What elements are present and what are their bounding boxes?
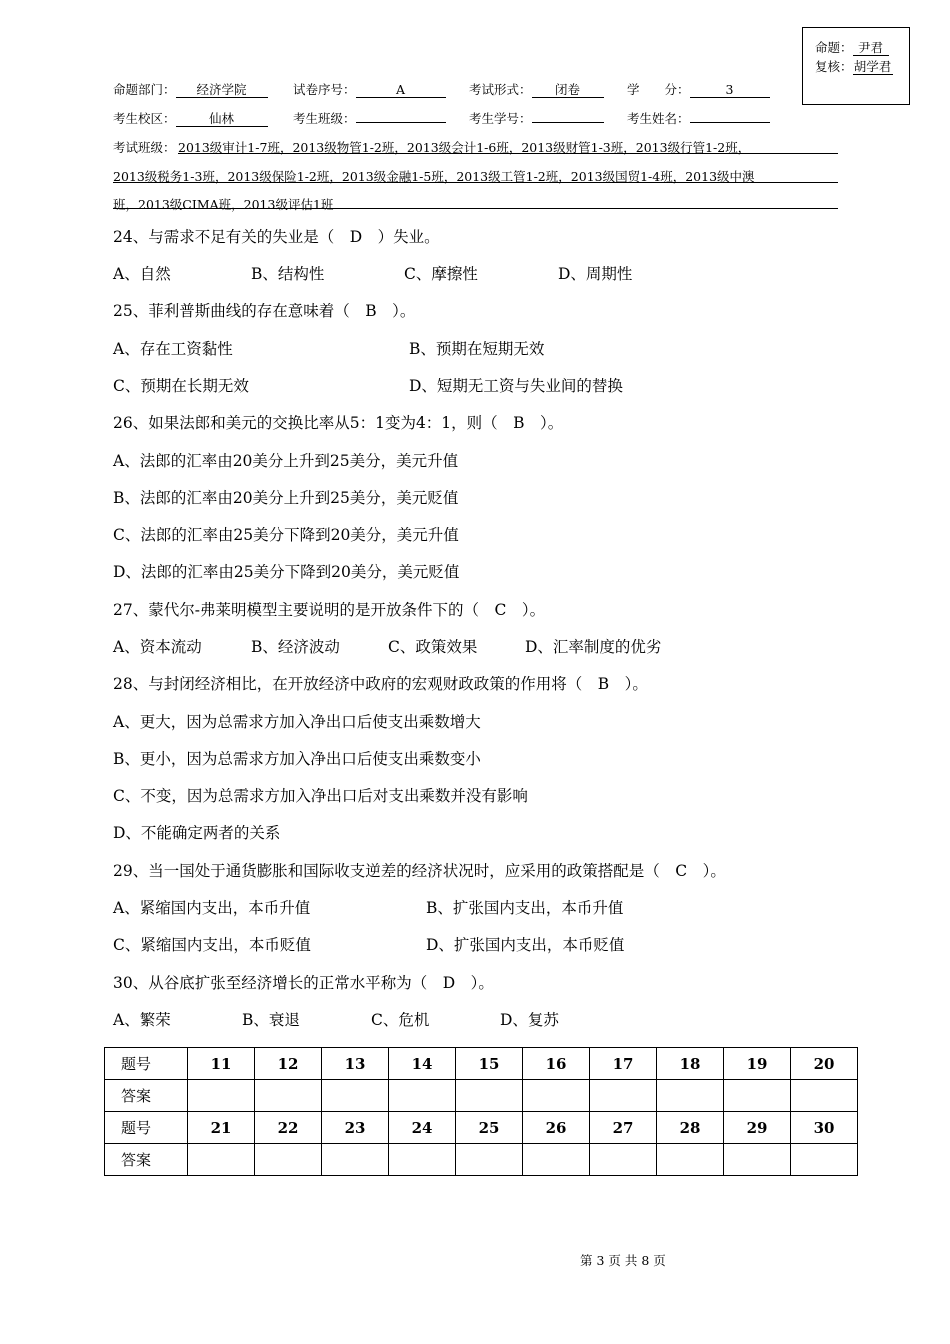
dept-field (113, 80, 268, 98)
question-no-header: 题号 (105, 1112, 188, 1144)
question-no-cell: 22 (255, 1112, 322, 1144)
q27-option-a: A、资本流动 (113, 638, 202, 656)
q29-option-b: B、扩张国内支出，本币升值 (426, 899, 624, 917)
paper-no-label: 试卷序号： (293, 82, 356, 97)
question-no-cell: 17 (590, 1048, 657, 1080)
paper-no-value: A (356, 82, 446, 98)
answer-cell[interactable] (791, 1080, 858, 1112)
q28-option-a: A、更大，因为总需求方加入净出口后使支出乘数增大 (113, 713, 481, 731)
credit-value: 3 (690, 82, 770, 98)
credit-field (627, 80, 770, 98)
q30-option-a: A、繁荣 (113, 1011, 171, 1029)
question-no-cell: 11 (188, 1048, 255, 1080)
paper-no-field (293, 80, 446, 98)
q26-option-c: C、法郎的汇率由25美分下降到20美分，美元升值 (113, 526, 459, 544)
q27-option-b: B、经济波动 (251, 638, 340, 656)
q29-option-c: C、紧缩国内支出，本币贬值 (113, 936, 311, 954)
author-value: 尹君 (853, 40, 889, 56)
question-no-cell: 24 (389, 1112, 456, 1144)
student-no-field (469, 109, 604, 127)
q25-option-c: C、预期在长期无效 (113, 377, 249, 395)
q25-option-a: A、存在工资黏性 (113, 340, 233, 358)
q28-option-b: B、更小，因为总需求方加入净出口后使支出乘数变小 (113, 750, 481, 768)
question-no-cell: 18 (657, 1048, 724, 1080)
answer-cell[interactable] (389, 1080, 456, 1112)
answer-cell[interactable] (523, 1144, 590, 1176)
reviewer-label: 复核： (815, 59, 853, 74)
answer-cell[interactable] (456, 1080, 523, 1112)
question-no-cell: 26 (523, 1112, 590, 1144)
author-line (815, 38, 889, 56)
table-row (105, 1048, 858, 1080)
q24-option-d: D、周期性 (558, 265, 633, 283)
question-no-cell: 12 (255, 1048, 322, 1080)
question-no-cell: 21 (188, 1112, 255, 1144)
q25-stem: 25、菲利普斯曲线的存在意味着（ B ）。 (113, 302, 416, 320)
answer-cell[interactable] (389, 1144, 456, 1176)
question-no-cell: 19 (724, 1048, 791, 1080)
question-no-cell: 15 (456, 1048, 523, 1080)
q30-option-d: D、复苏 (500, 1011, 559, 1029)
table-row (105, 1080, 858, 1112)
class-field (293, 109, 446, 127)
answer-cell[interactable] (255, 1080, 322, 1112)
q27-option-d: D、汇率制度的优劣 (525, 638, 662, 656)
student-no-blank[interactable] (532, 122, 604, 123)
reviewer-line (815, 57, 893, 75)
exam-classes-line1: 2013级审计1-7班，2013级物管1-2班，2013级会计1-6班，2013级财管1-3班，2013级行管1-2班， (178, 140, 751, 155)
q28-option-c: C、不变，因为总需求方加入净出口后对支出乘数并没有影响 (113, 787, 528, 805)
q29-option-d: D、扩张国内支出，本币贬值 (426, 936, 625, 954)
q27-option-c: C、政策效果 (388, 638, 478, 656)
class-blank[interactable] (356, 122, 446, 123)
question-no-header: 题号 (105, 1048, 188, 1080)
exam-form-field (469, 80, 604, 98)
answer-cell[interactable] (724, 1144, 791, 1176)
answer-cell[interactable] (657, 1144, 724, 1176)
answer-header: 答案 (105, 1080, 188, 1112)
question-no-cell: 20 (791, 1048, 858, 1080)
exam-form-value: 闭卷 (532, 82, 604, 98)
answer-cell[interactable] (255, 1144, 322, 1176)
question-no-cell: 30 (791, 1112, 858, 1144)
answer-cell[interactable] (523, 1080, 590, 1112)
answer-table (104, 1047, 858, 1176)
reviewer-value: 胡学君 (853, 59, 892, 74)
question-no-cell: 28 (657, 1112, 724, 1144)
answer-cell[interactable] (657, 1080, 724, 1112)
underline-1 (178, 153, 838, 154)
dept-value: 经济学院 (176, 82, 268, 98)
q28-option-d: D、不能确定两者的关系 (113, 824, 281, 842)
q25-option-b: B、预期在短期无效 (409, 340, 545, 358)
q26-option-d: D、法郎的汇率由25美分下降到20美分，美元贬值 (113, 563, 460, 581)
q25-option-d: D、短期无工资与失业间的替换 (409, 377, 623, 395)
campus-field (113, 109, 268, 127)
student-no-label: 考生学号： (469, 111, 532, 126)
q30-option-c: C、危机 (371, 1011, 430, 1029)
answer-cell[interactable] (590, 1080, 657, 1112)
answer-cell[interactable] (322, 1080, 389, 1112)
answer-cell[interactable] (724, 1080, 791, 1112)
question-no-cell: 14 (389, 1048, 456, 1080)
q24-option-a: A、自然 (113, 265, 171, 283)
answer-header: 答案 (105, 1144, 188, 1176)
answer-cell[interactable] (188, 1144, 255, 1176)
q24-stem: 24、与需求不足有关的失业是（ D ）失业。 (113, 228, 440, 246)
campus-value: 仙林 (176, 111, 268, 127)
name-label: 考生姓名： (627, 111, 690, 126)
q24-option-b: B、结构性 (251, 265, 325, 283)
q30-stem: 30、从谷底扩张至经济增长的正常水平称为（ D ）。 (113, 974, 494, 992)
campus-label: 考生校区： (113, 111, 176, 126)
question-no-cell: 27 (590, 1112, 657, 1144)
answer-cell[interactable] (322, 1144, 389, 1176)
q27-stem: 27、蒙代尔-弗莱明模型主要说明的是开放条件下的（ C ）。 (113, 601, 546, 619)
answer-cell[interactable] (590, 1144, 657, 1176)
exam-classes-line2: 2013级税务1-3班，2013级保险1-2班，2013级金融1-5班，2013级工管1-2班，2013级国贸1-4班，2013级中澳 (113, 169, 755, 184)
name-blank[interactable] (690, 122, 770, 123)
q26-option-b: B、法郎的汇率由20美分上升到25美分，美元贬值 (113, 489, 459, 507)
underline-2 (113, 182, 838, 183)
question-no-cell: 23 (322, 1112, 389, 1144)
name-field (627, 109, 770, 127)
exam-classes-label: 考试班级： (113, 140, 176, 155)
underline-3 (113, 208, 838, 209)
q26-option-a: A、法郎的汇率由20美分上升到25美分，美元升值 (113, 452, 459, 470)
answer-cell[interactable] (791, 1144, 858, 1176)
q29-stem: 29、当一国处于通货膨胀和国际收支逆差的经济状况时，应采用的政策搭配是（ C ）。 (113, 862, 726, 880)
q28-stem: 28、与封闭经济相比，在开放经济中政府的宏观财政政策的作用将（ B ）。 (113, 675, 648, 693)
q24-option-c: C、摩擦性 (404, 265, 478, 283)
answer-cell[interactable] (456, 1144, 523, 1176)
question-no-cell: 25 (456, 1112, 523, 1144)
exam-form-label: 考试形式： (469, 82, 532, 97)
page-number: 第 3 页 共 8 页 (580, 1253, 666, 1268)
author-label: 命题： (815, 40, 853, 55)
table-row (105, 1112, 858, 1144)
exam-classes-line3: 班，2013级CIMA班，2013级评估1班 (113, 197, 334, 212)
q29-option-a: A、紧缩国内支出，本币升值 (113, 899, 311, 917)
q26-stem: 26、如果法郎和美元的交换比率从5：1变为4：1，则（ B ）。 (113, 414, 564, 432)
q30-option-b: B、衰退 (242, 1011, 300, 1029)
question-no-cell: 13 (322, 1048, 389, 1080)
credit-label: 学 分： (627, 82, 690, 97)
question-no-cell: 29 (724, 1112, 791, 1144)
question-no-cell: 16 (523, 1048, 590, 1080)
class-label: 考生班级： (293, 111, 356, 126)
dept-label: 命题部门： (113, 82, 176, 97)
answer-cell[interactable] (188, 1080, 255, 1112)
table-row (105, 1144, 858, 1176)
